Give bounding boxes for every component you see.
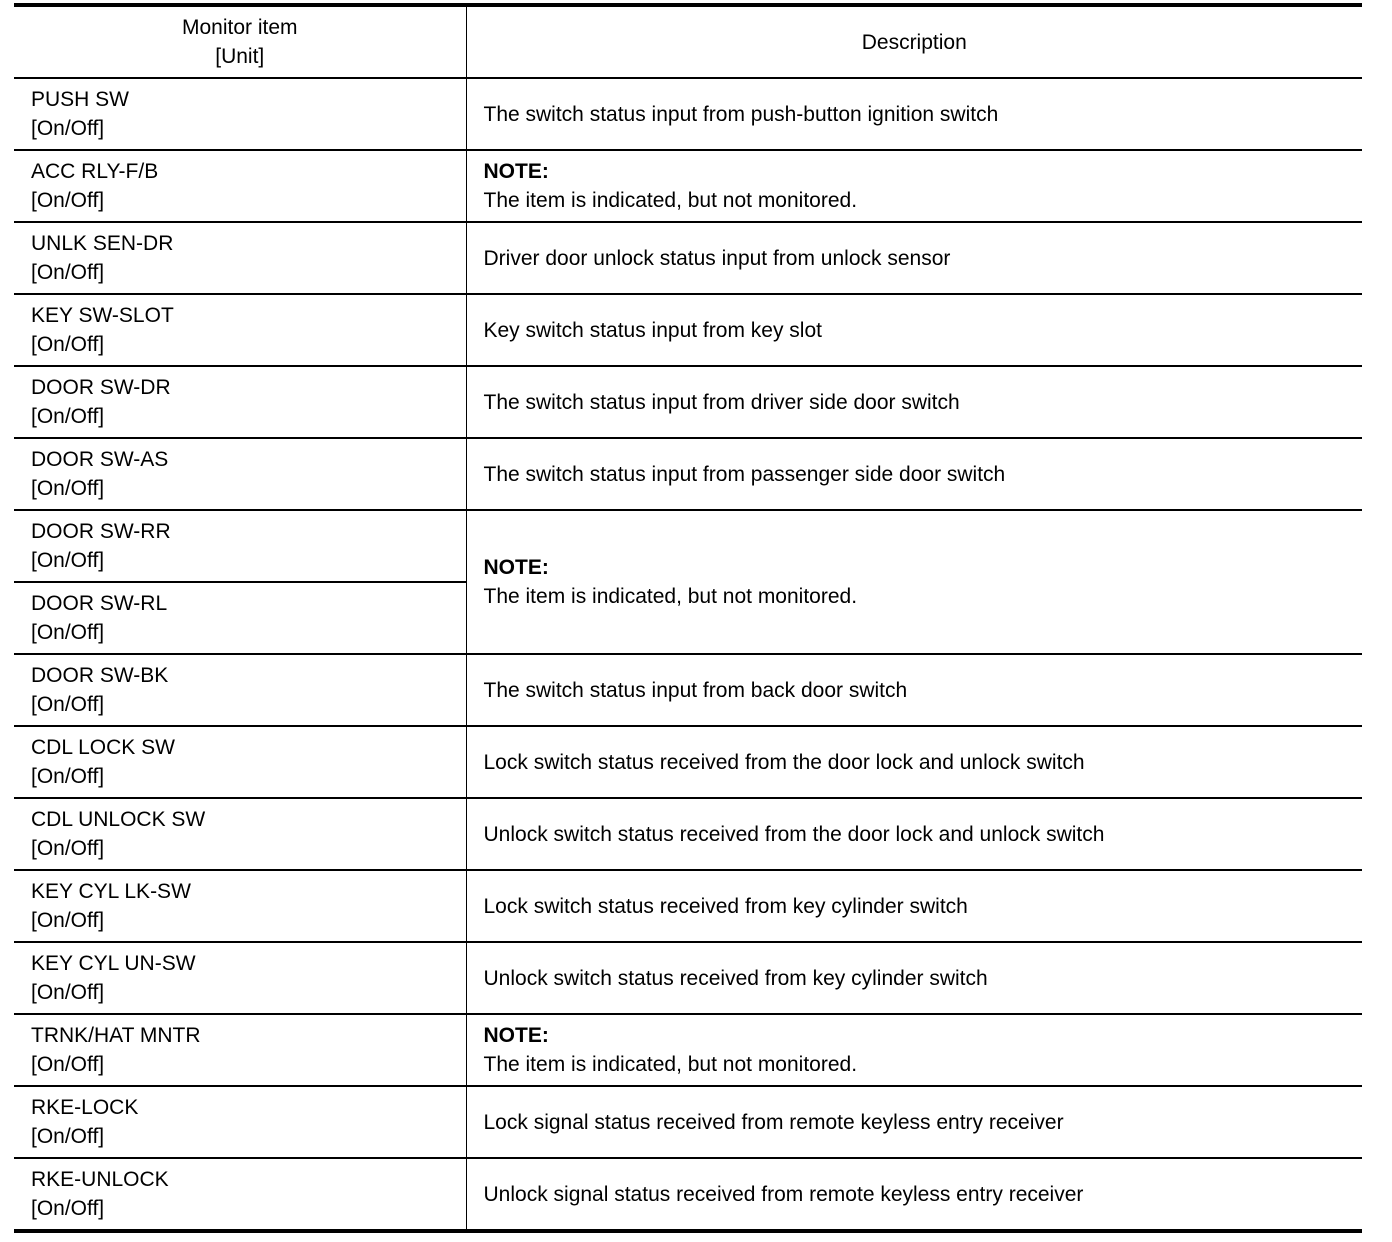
description-cell: The switch status input from driver side door switch <box>466 366 1362 438</box>
item-name: DOOR SW-AS <box>31 448 169 471</box>
item-name: CDL LOCK SW <box>31 736 175 759</box>
monitor-item-cell <box>14 870 466 942</box>
item-unit: [On/Off] <box>31 909 105 932</box>
table-row <box>14 366 1362 438</box>
unit-header-label: [Unit] <box>215 45 265 68</box>
monitor-item-table <box>14 3 1362 1233</box>
table-row <box>14 78 1362 150</box>
description-cell: Lock signal status received from remote keyless entry receiver <box>466 1086 1362 1158</box>
monitor-item-cell <box>14 150 466 222</box>
table-row <box>14 1158 1362 1231</box>
monitor-item-cell <box>14 1086 466 1158</box>
table-row <box>14 1086 1362 1158</box>
monitor-item-cell <box>14 726 466 798</box>
item-unit: [On/Off] <box>31 189 105 212</box>
item-unit: [On/Off] <box>31 837 105 860</box>
description-cell <box>466 510 1362 654</box>
description-cell: Driver door unlock status input from unlock sensor <box>466 222 1362 294</box>
monitor-item-cell <box>14 582 466 654</box>
note-text: The item is indicated, but not monitored. <box>483 1053 858 1076</box>
note-text: The item is indicated, but not monitored. <box>483 585 858 608</box>
monitor-item-cell <box>14 438 466 510</box>
table-row <box>14 942 1362 1014</box>
item-unit: [On/Off] <box>31 981 105 1004</box>
monitor-item-header <box>14 5 466 78</box>
item-unit: [On/Off] <box>31 333 105 356</box>
item-name: KEY CYL LK-SW <box>31 880 191 903</box>
description-cell <box>466 150 1362 222</box>
monitor-item-cell <box>14 366 466 438</box>
item-name: CDL UNLOCK SW <box>31 808 206 831</box>
monitor-item-cell <box>14 78 466 150</box>
item-unit: [On/Off] <box>31 693 105 716</box>
description-cell: Lock switch status received from key cylinder switch <box>466 870 1362 942</box>
description-cell: The switch status input from push-button ignition switch <box>466 78 1362 150</box>
monitor-item-cell <box>14 294 466 366</box>
item-unit: [On/Off] <box>31 1197 105 1220</box>
monitor-item-cell <box>14 942 466 1014</box>
table-row <box>14 1014 1362 1086</box>
table-row <box>14 726 1362 798</box>
item-name: DOOR SW-RL <box>31 592 168 615</box>
item-unit: [On/Off] <box>31 549 105 572</box>
description-cell: Key switch status input from key slot <box>466 294 1362 366</box>
item-name: TRNK/HAT MNTR <box>31 1024 201 1047</box>
monitor-item-cell <box>14 1014 466 1086</box>
table-row <box>14 870 1362 942</box>
description-cell <box>466 1014 1362 1086</box>
item-unit: [On/Off] <box>31 261 105 284</box>
monitor-item-cell <box>14 654 466 726</box>
item-name: RKE-UNLOCK <box>31 1168 169 1191</box>
table-row <box>14 798 1362 870</box>
item-unit: [On/Off] <box>31 765 105 788</box>
item-name: ACC RLY-F/B <box>31 160 159 183</box>
item-unit: [On/Off] <box>31 117 105 140</box>
item-name: KEY CYL UN-SW <box>31 952 196 975</box>
description-cell: Unlock signal status received from remote keyless entry receiver <box>466 1158 1362 1231</box>
monitor-item-cell <box>14 510 466 582</box>
item-name: RKE-LOCK <box>31 1096 139 1119</box>
table-row <box>14 294 1362 366</box>
item-name: UNLK SEN-DR <box>31 232 174 255</box>
note-label: NOTE: <box>483 160 549 183</box>
description-cell: The switch status input from back door switch <box>466 654 1362 726</box>
description-cell: The switch status input from passenger side door switch <box>466 438 1362 510</box>
table-row <box>14 150 1362 222</box>
item-unit: [On/Off] <box>31 1125 105 1148</box>
monitor-item-header-label: Monitor item <box>181 16 298 39</box>
table-row <box>14 654 1362 726</box>
description-cell: Unlock switch status received from key cylinder switch <box>466 942 1362 1014</box>
table-row <box>14 438 1362 510</box>
table-row <box>14 510 1362 582</box>
item-unit: [On/Off] <box>31 405 105 428</box>
item-name: DOOR SW-RR <box>31 520 171 543</box>
table-header-row <box>14 5 1362 78</box>
note-label: NOTE: <box>483 1024 549 1047</box>
item-name: PUSH SW <box>31 88 130 111</box>
note-label: NOTE: <box>483 556 549 579</box>
monitor-item-cell <box>14 222 466 294</box>
table-row <box>14 222 1362 294</box>
description-header: Description <box>466 5 1362 78</box>
description-cell: Lock switch status received from the door lock and unlock switch <box>466 726 1362 798</box>
description-cell: Unlock switch status received from the door lock and unlock switch <box>466 798 1362 870</box>
item-unit: [On/Off] <box>31 621 105 644</box>
item-unit: [On/Off] <box>31 1053 105 1076</box>
item-name: DOOR SW-BK <box>31 664 169 687</box>
item-unit: [On/Off] <box>31 477 105 500</box>
note-text: The item is indicated, but not monitored. <box>483 189 858 212</box>
monitor-item-cell <box>14 1158 466 1231</box>
item-name: KEY SW-SLOT <box>31 304 174 327</box>
monitor-item-cell <box>14 798 466 870</box>
item-name: DOOR SW-DR <box>31 376 171 399</box>
